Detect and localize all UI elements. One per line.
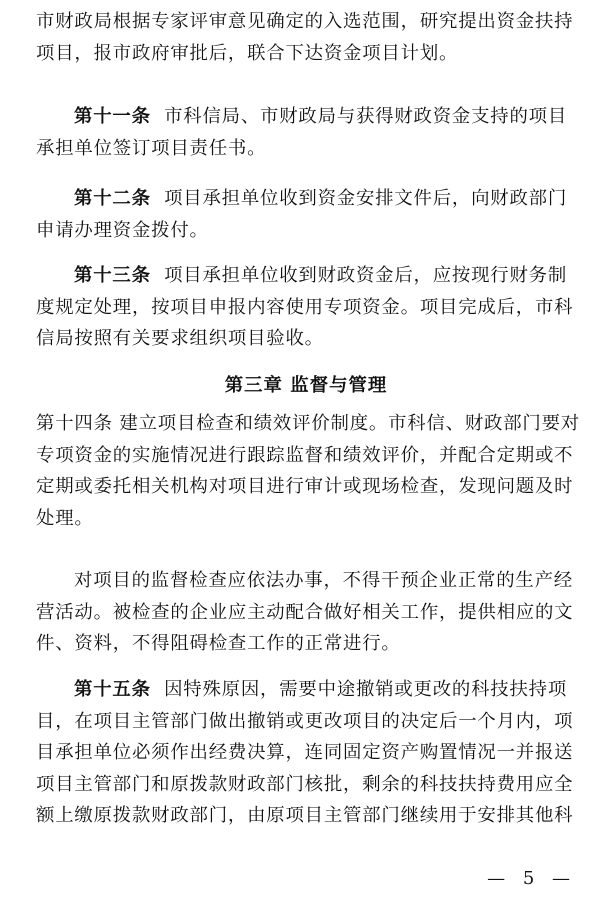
text-line: 件、资料，不得阻碍检查工作的正常进行。 (36, 633, 401, 654)
text-line: 对项目的监督检查应依法办事，不得干预企业正常的生产经 (74, 570, 573, 591)
article-heading: 第十一条 (74, 106, 151, 127)
article-heading: 第十五条 (74, 679, 151, 700)
text-line (36, 183, 584, 215)
text-line: 目，在项目主管部门做出撤销或更改项目的决定后一个月内，项 (36, 710, 574, 732)
text-line: 项目，报市政府审批后，联合下达资金项目计划。 (36, 42, 459, 64)
text-line: 信局按照有关要求组织项目验收。 (36, 328, 324, 349)
article-15 (36, 674, 584, 832)
text-line: 市财政局根据专家评审意见确定的入选范围，研究提出资金扶持 (36, 11, 574, 32)
article-text: 市科信局、市财政局与获得财政资金支持的项目 (164, 106, 568, 127)
article-text: 项目承担单位收到资金安排文件后，向财政部门 (164, 188, 568, 209)
text-line: 项目主管部门和原拨款财政部门核批，剩余的科技扶持费用应全 (36, 773, 574, 795)
text-line: 定期或委托相关机构对项目进行审计或现场检查，发现问题及时 (36, 476, 574, 497)
article-heading: 第十三条 (74, 265, 151, 286)
article-13 (36, 260, 584, 355)
article-14-paragraph-2 (36, 565, 584, 660)
text-line: 额上缴原拨款财政部门，由原项目主管部门继续用于安排其他科 (36, 805, 574, 826)
article-10-continuation (36, 6, 584, 69)
article-14 (36, 408, 584, 534)
text-line: 承担单位签订项目责任书。 (36, 137, 267, 159)
text-line: 申请办理资金拨付。 (36, 219, 209, 241)
text-line (36, 674, 584, 706)
article-text: 因特殊原因，需要中途撤销或更改的科技扶持项 (164, 679, 568, 700)
article-heading: 第十二条 (74, 188, 151, 209)
page-number: — 5 — (487, 868, 576, 889)
article-text: 项目承担单位收到财政资金后，应按现行财务制 (164, 265, 568, 286)
text-line (36, 101, 584, 133)
text-line: 专项资金的实施情况进行跟踪监督和绩效评价，并配合定期或不 (36, 444, 574, 466)
text-line: 营活动。被检查的企业应主动配合做好相关工作，提供相应的文 (36, 601, 574, 623)
text-line: 目承担单位必须作出经费决算，连同固定资产购置情况一并报送 (36, 742, 574, 763)
text-line (36, 260, 584, 292)
text-line: 第十四条 建立项目检查和绩效评价制度。市科信、财政部门要对 (36, 413, 580, 434)
article-11 (36, 101, 584, 164)
article-12 (36, 183, 584, 246)
chapter-heading: 第三章 监督与管理 (224, 375, 388, 396)
text-line: 度规定处理，按项目申报内容使用专项资金。项目完成后，市科 (36, 296, 574, 318)
text-line: 处理。 (36, 507, 94, 529)
